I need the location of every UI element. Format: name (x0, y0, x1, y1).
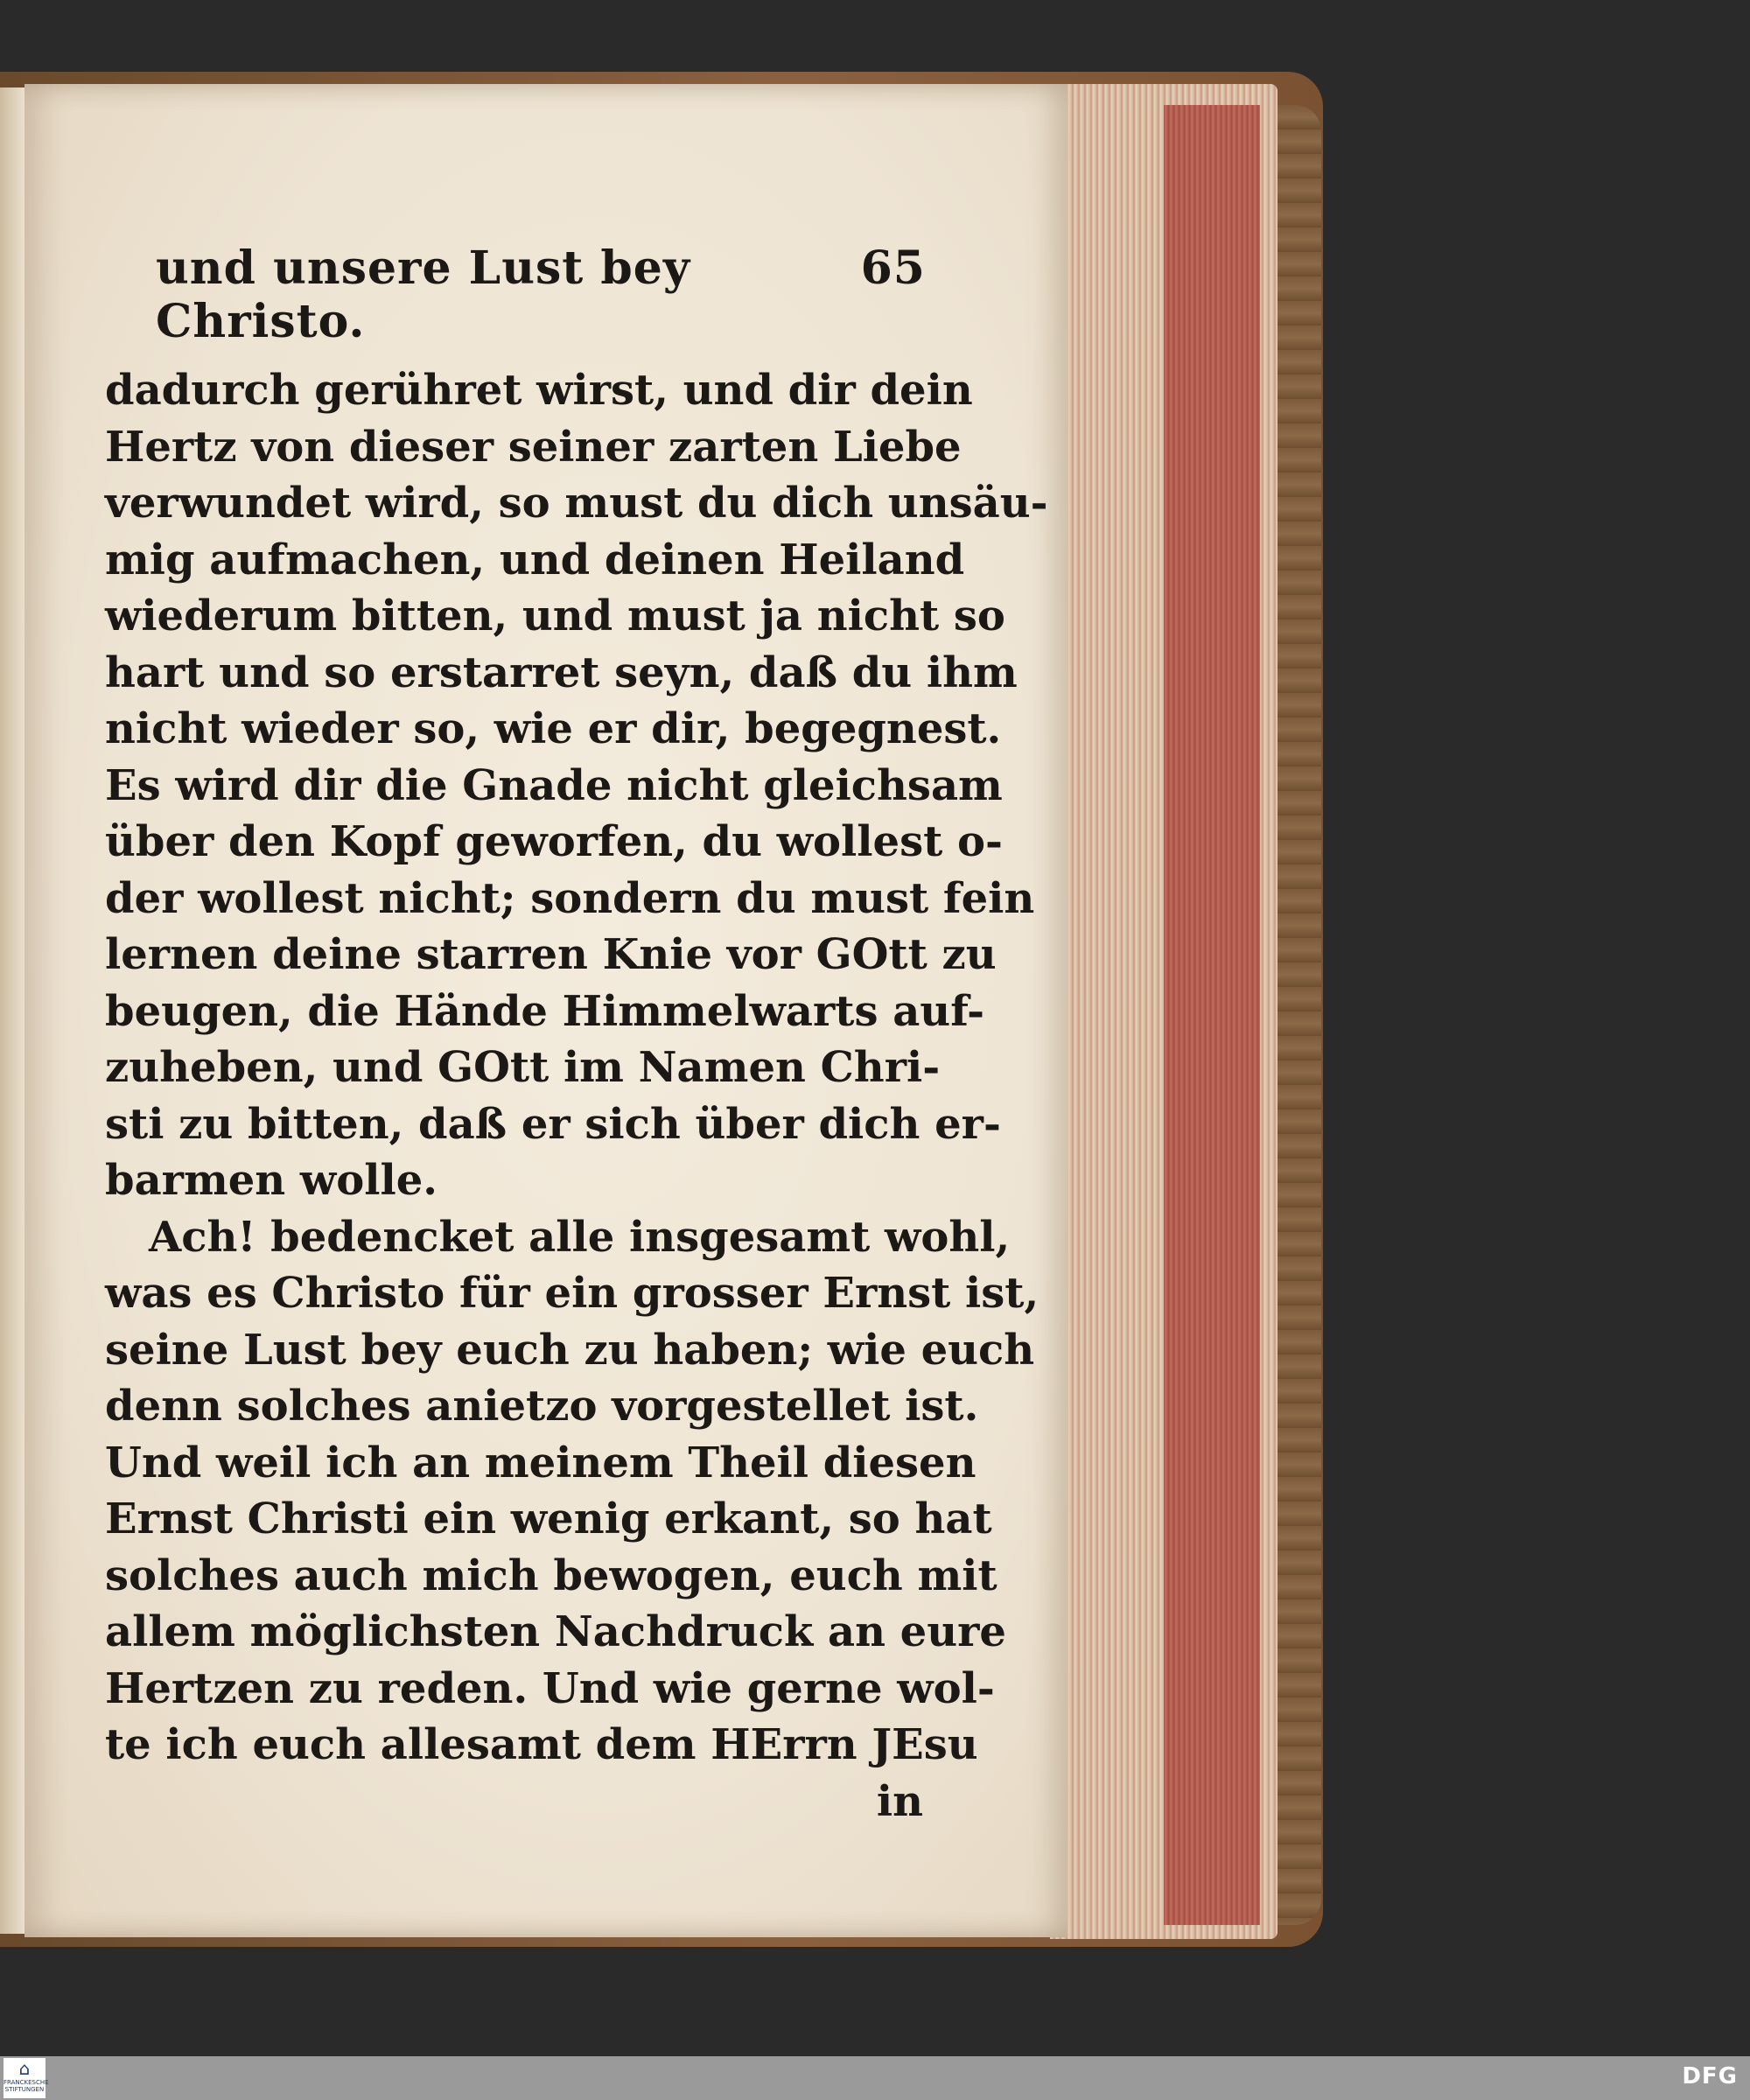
catchword: in (876, 1776, 923, 1826)
red-page-edges (1164, 105, 1260, 1925)
running-head-title: und unsere Lust bey Christo. (156, 242, 691, 348)
text-line: Ach! bedencket alle insgesamt wohl, (149, 1212, 1011, 1262)
institution-logo[interactable] (4, 2058, 49, 2098)
facing-page-sliver (0, 88, 26, 1934)
logo-text: FRANCKESCHE STIFTUNGEN (4, 2079, 49, 2093)
text-line: wiederum bitten, und must ja nicht so (105, 592, 1005, 640)
text-line: was es Christo für ein grosser Ernst ist, (105, 1269, 1040, 1318)
text-line: über den Kopf geworfen, du wollest o- (105, 817, 1003, 866)
book-page (24, 84, 1068, 1937)
text-line: allem möglichsten Nachdruck an eure (105, 1607, 1006, 1656)
text-line: lernen deine starren Knie vor GOtt zu (105, 930, 997, 979)
text-line: zuheben, und GOtt im Namen Chri- (105, 1043, 941, 1092)
text-line: nicht wieder so, wie er dir, begegnest. (105, 704, 1002, 753)
page-number: 65 (860, 242, 926, 295)
footer-bar (0, 2056, 1750, 2100)
body-text (105, 362, 1048, 1830)
text-line: te ich euch allesamt dem HErrn JEsu (105, 1720, 978, 1769)
running-head (156, 242, 926, 348)
text-line: Hertzen zu reden. Und wie gerne wol- (105, 1663, 995, 1713)
text-line: Ernst Christi ein wenig erkant, so hat (105, 1494, 992, 1544)
text-line: beugen, die Hände Himmelwarts auf- (105, 986, 985, 1036)
text-line: der wollest nicht; sondern du must fein (105, 873, 1035, 923)
dfg-logo[interactable]: DFG (1682, 2063, 1738, 2090)
text-line: mig aufmachen, und deinen Heiland (105, 535, 965, 584)
text-line: solches auch mich bewogen, euch mit (105, 1550, 998, 1600)
text-line: Und weil ich an meinem Theil diesen (105, 1438, 976, 1488)
text-line: verwundet wird, so must du dich unsäu- (105, 479, 1048, 528)
text-line: seine Lust bey euch zu haben; wie euch (105, 1325, 1035, 1375)
text-line: Hertz von dieser seiner zarten Liebe (105, 422, 962, 472)
text-line: barmen wolle. (105, 1156, 438, 1205)
building-icon: ⌂ (18, 2058, 31, 2079)
text-line: Es wird dir die Gnade nicht gleichsam (105, 760, 1003, 810)
text-line: denn solches anietzo vorgestellet ist. (105, 1382, 979, 1431)
text-line: hart und so erstarret seyn, daß du ihm (105, 648, 1018, 697)
text-line: dadurch gerühret wirst, und dir dein (105, 366, 973, 415)
text-line: sti zu bitten, daß er sich über dich er- (105, 1099, 1001, 1149)
